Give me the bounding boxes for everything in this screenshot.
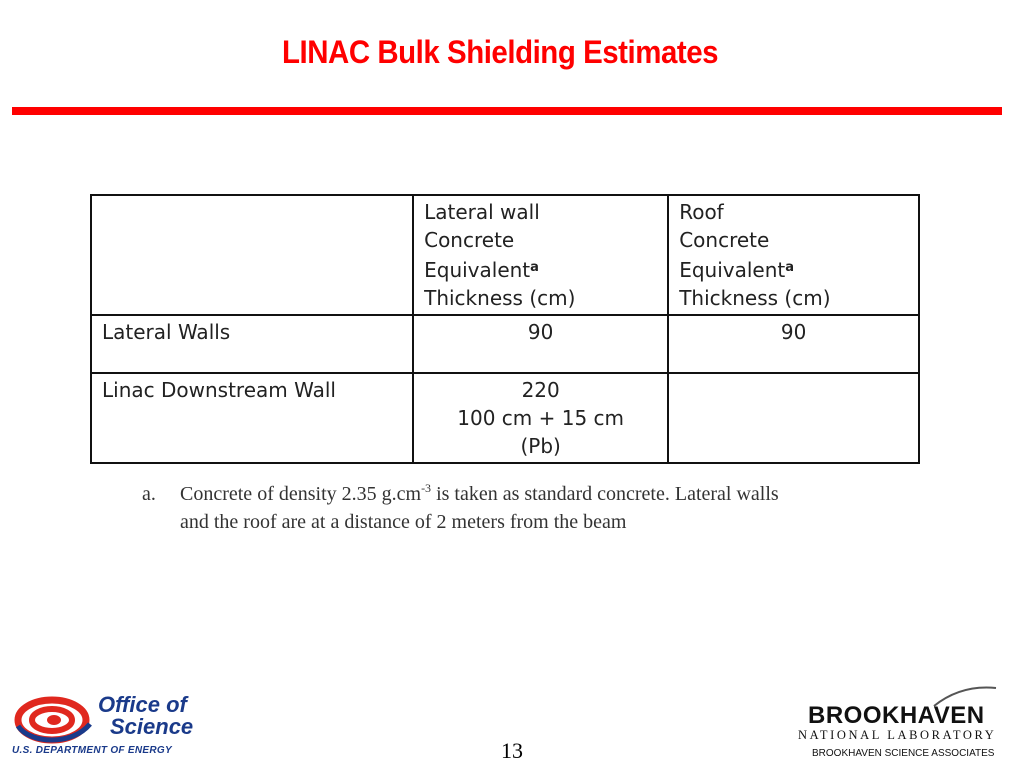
table-row: [91, 315, 919, 373]
table-header-row: [91, 195, 919, 315]
header-cell-empty: [91, 195, 413, 315]
header-line: Lateral wall: [424, 200, 540, 224]
cell-line: 100 cm + 15 cm: [457, 406, 625, 430]
footnote-superscript: -3: [421, 481, 432, 495]
cell-line: 220: [521, 378, 560, 402]
slide-title: LINAC Bulk Shielding Estimates: [281, 34, 719, 70]
doe-wordmark: [98, 694, 193, 738]
roof-thickness: 90: [668, 315, 919, 373]
footnote-text: Concrete of density 2.35 g.cm: [180, 483, 422, 505]
lateral-thickness: [413, 315, 668, 373]
header-line: Roof: [679, 200, 724, 224]
doe-department: U.S. DEPARTMENT OF ENERGY: [12, 745, 172, 756]
row-label: Lateral Walls: [91, 315, 413, 373]
shielding-table: [90, 194, 920, 464]
header-line: Concrete: [679, 228, 770, 252]
table-row: [91, 373, 919, 463]
title-divider: [12, 107, 1002, 115]
table-footnote: [142, 480, 972, 536]
page-number: 13: [501, 738, 523, 763]
bnl-logo: BROOKHAVEN: [808, 702, 985, 729]
footnote-line: [180, 480, 972, 508]
header-line: Thickness (cm): [679, 286, 831, 310]
header-cell-roof: [668, 195, 919, 315]
footnote-label: a.: [142, 483, 156, 505]
doe-line1: Office of: [98, 692, 187, 717]
header-line: Concrete: [424, 228, 515, 252]
row-label: Linac Downstream Wall: [91, 373, 413, 463]
footnote-text: is taken as standard concrete. Lateral walls: [431, 483, 779, 505]
footnote-marker: a: [530, 260, 539, 275]
header-line: Thickness (cm): [424, 286, 576, 310]
doe-line2: Science: [110, 714, 194, 739]
header-line: [424, 254, 657, 284]
header-line-text: Equivalent: [679, 258, 786, 282]
footnote-marker: a: [785, 260, 795, 275]
bnl-associates: BROOKHAVEN SCIENCE ASSOCIATES: [812, 748, 995, 759]
bnl-subtitle: NATIONAL LABORATORY: [798, 728, 997, 742]
footnote-line: and the roof are at a distance of 2 meters from the beam: [180, 511, 627, 533]
cell-line: (Pb): [520, 434, 561, 458]
cell-line: 90: [527, 320, 554, 344]
header-cell-lateral: [413, 195, 668, 315]
header-line: [679, 254, 908, 284]
roof-thickness: [668, 373, 919, 463]
header-line-text: Equivalent: [424, 258, 531, 282]
lateral-thickness: [413, 373, 668, 463]
footnote-body: [180, 480, 972, 536]
